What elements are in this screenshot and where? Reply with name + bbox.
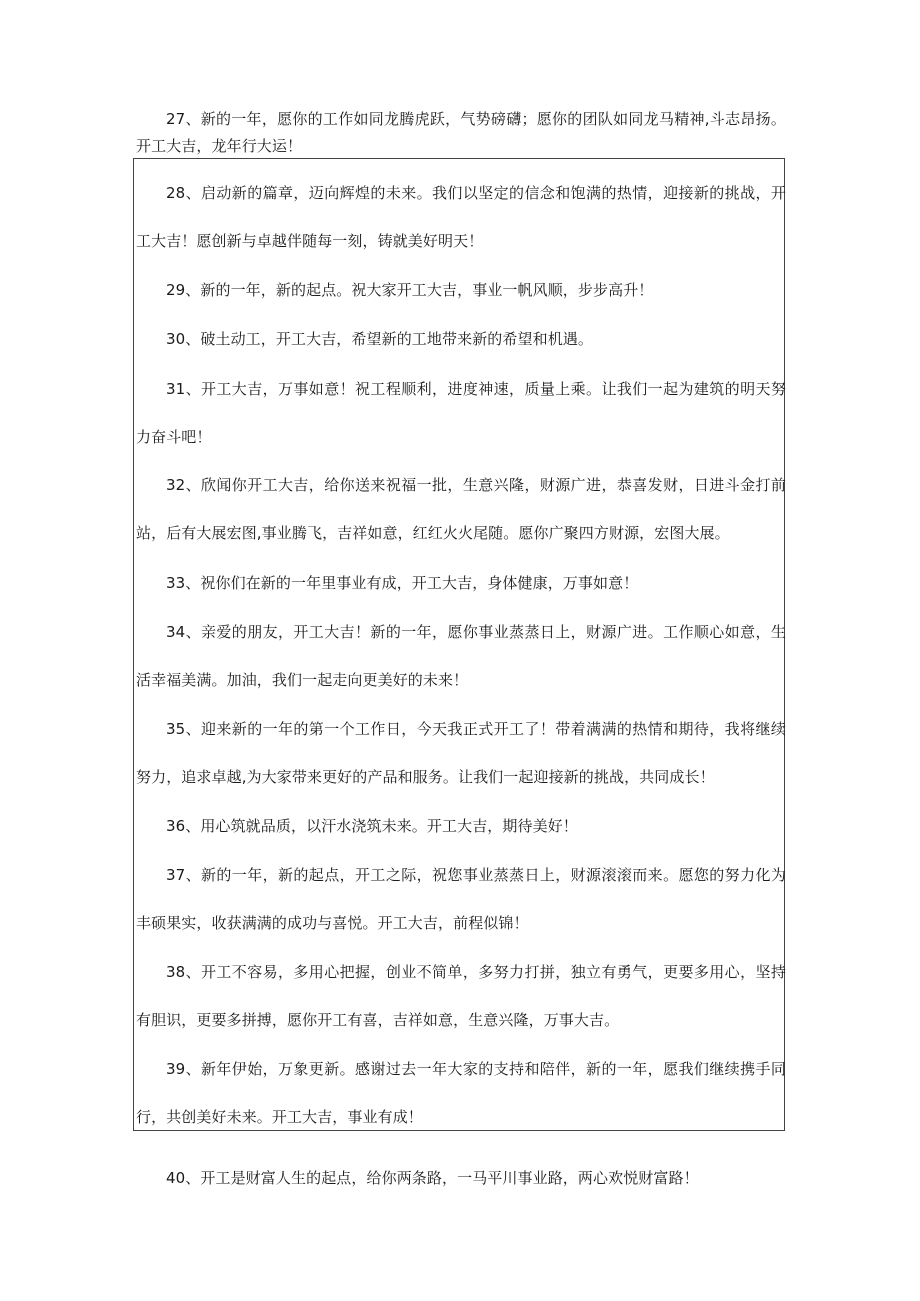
wish-paragraph-30: 30、破土动工，开工大吉，希望新的工地带来新的希望和机遇。 xyxy=(166,330,593,348)
wish-paragraph-28: 28、启动新的篇章，迈向辉煌的未来。我们以坚定的信念和饱满的热情，迎接新的挑战，开工大吉！愿创新与卓越伴随每一刻，铸就美好明天！ xyxy=(136,184,786,250)
wish-paragraph-27: 27、新的一年，愿你的工作如同龙腾虎跃，气势磅礴；愿你的团队如同龙马精神,斗志昂扬。开工大吉，龙年行大运！ xyxy=(136,110,786,155)
wish-paragraph-36: 36、用心筑就品质，以汗水浇筑未来。开工大吉，期待美好！ xyxy=(166,817,578,835)
wish-paragraph-39: 39、新年伊始，万象更新。感谢过去一年大家的支持和陪伴，新的一年，愿我们继续携手同行，共创美好未来。开工大吉，事业有成！ xyxy=(136,1060,786,1126)
wish-paragraph-40: 40、开工是财富人生的起点，给你两条路，一马平川事业路，两心欢悦财富路！ xyxy=(166,1169,699,1187)
wish-paragraph-32: 32、欣闻你开工大吉，给你送来祝福一批，生意兴隆，财源广进，恭喜发财，日进斗金打前站，后有大展宏图,事业腾飞，吉祥如意，红红火火尾随。愿你广聚四方财源，宏图大展。 xyxy=(136,476,786,542)
wish-paragraph-34: 34、亲爱的朋友，开工大吉！新的一年，愿你事业蒸蒸日上，财源广进。工作顺心如意，生活幸福美满。加油，我们一起走向更美好的未来！ xyxy=(136,623,786,689)
wish-paragraph-31: 31、开工大吉，万事如意！祝工程顺利，进度神速，质量上乘。让我们一起为建筑的明天努力奋斗吧！ xyxy=(136,380,786,446)
wish-paragraph-35: 35、迎来新的一年的第一个工作日，今天我正式开工了！带着满满的热情和期待，我将继续努力，追求卓越,为大家带来更好的产品和服务。让我们一起迎接新的挑战，共同成长！ xyxy=(136,720,786,786)
wish-paragraph-37: 37、新的一年，新的起点，开工之际，祝您事业蒸蒸日上，财源滚滚而来。愿您的努力化为丰硕果实，收获满满的成功与喜悦。开工大吉，前程似锦！ xyxy=(136,866,786,932)
wish-paragraph-29: 29、新的一年，新的起点。祝大家开工大吉，事业一帆风顺，步步高升！ xyxy=(166,281,654,299)
wish-paragraph-38: 38、开工不容易，多用心把握，创业不简单，多努力打拼，独立有勇气，更要多用心，坚持有胆识，更要多拼搏，愿你开工有喜，吉祥如意，生意兴隆，万事大吉。 xyxy=(136,963,786,1029)
wish-paragraph-33: 33、祝你们在新的一年里事业有成，开工大吉，身体健康，万事如意！ xyxy=(166,574,639,592)
